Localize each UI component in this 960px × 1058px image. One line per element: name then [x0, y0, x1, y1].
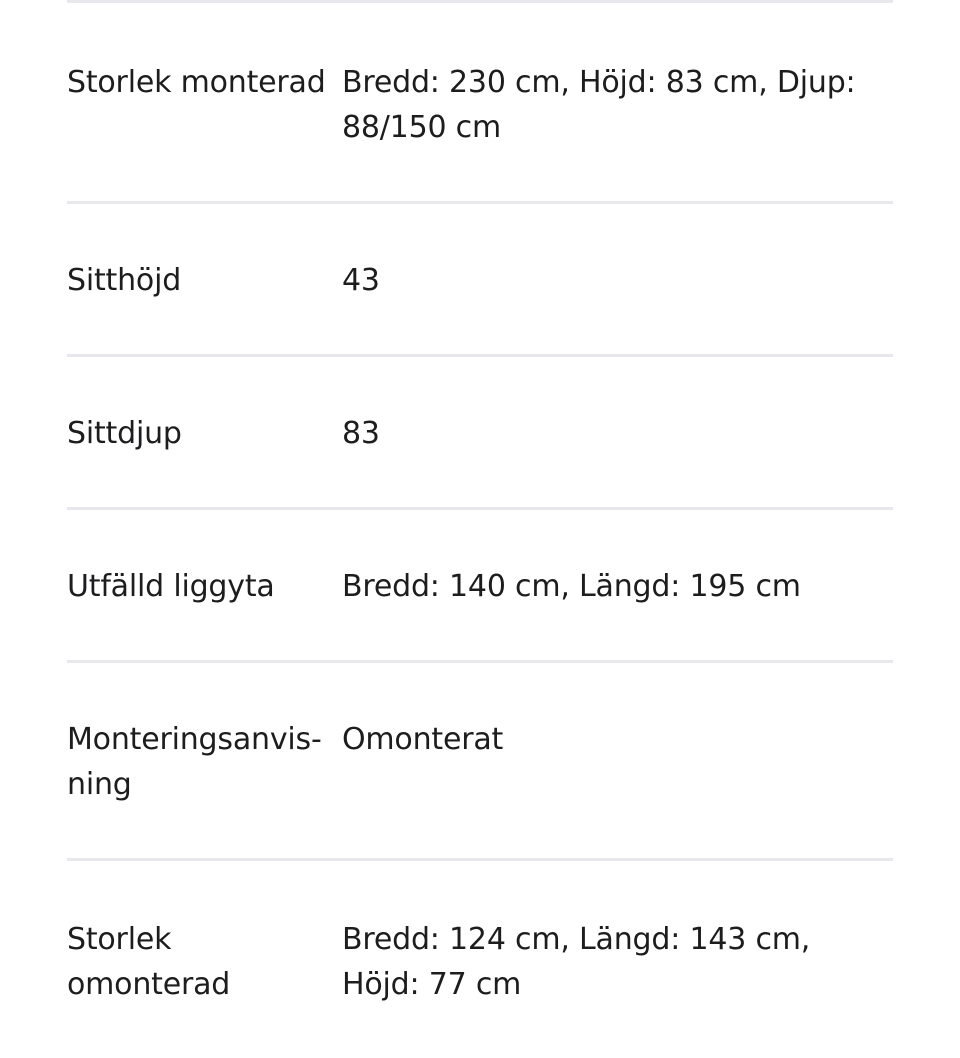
spec-row-monteringsanvisning	[67, 663, 893, 858]
spec-value: Bredd: 124 cm, Längd: 143 cm, Höjd: 77 cm	[342, 922, 811, 1002]
spec-label: Utfälld liggyta	[67, 569, 275, 604]
spec-label: Storlek omonterad	[67, 922, 231, 1002]
spec-label: Storlek monterad	[67, 65, 326, 100]
spec-label-line: Monteringsanvis-	[67, 722, 322, 757]
spec-value: Bredd: 230 cm, Höjd: 83 cm, Djup: 88/150 cm	[342, 65, 856, 145]
spec-row-sitthojd	[67, 204, 893, 354]
spec-value: Bredd: 140 cm, Längd: 195 cm	[342, 569, 801, 604]
spec-row-utfalld-liggyta	[67, 510, 893, 660]
spec-value: 83	[342, 416, 380, 451]
spec-label-line: ning	[67, 767, 132, 802]
spec-row-sittdjup	[67, 357, 893, 507]
spec-label: Sitthöjd	[67, 263, 182, 298]
spec-value: Omonterat	[342, 722, 504, 757]
spec-row-storlek-monterad	[67, 3, 893, 201]
product-spec-table	[67, 0, 893, 1058]
spec-value: 43	[342, 263, 380, 298]
spec-row-storlek-omonterad	[67, 861, 893, 1058]
spec-label: Sittdjup	[67, 416, 182, 451]
spec-label	[67, 717, 342, 807]
